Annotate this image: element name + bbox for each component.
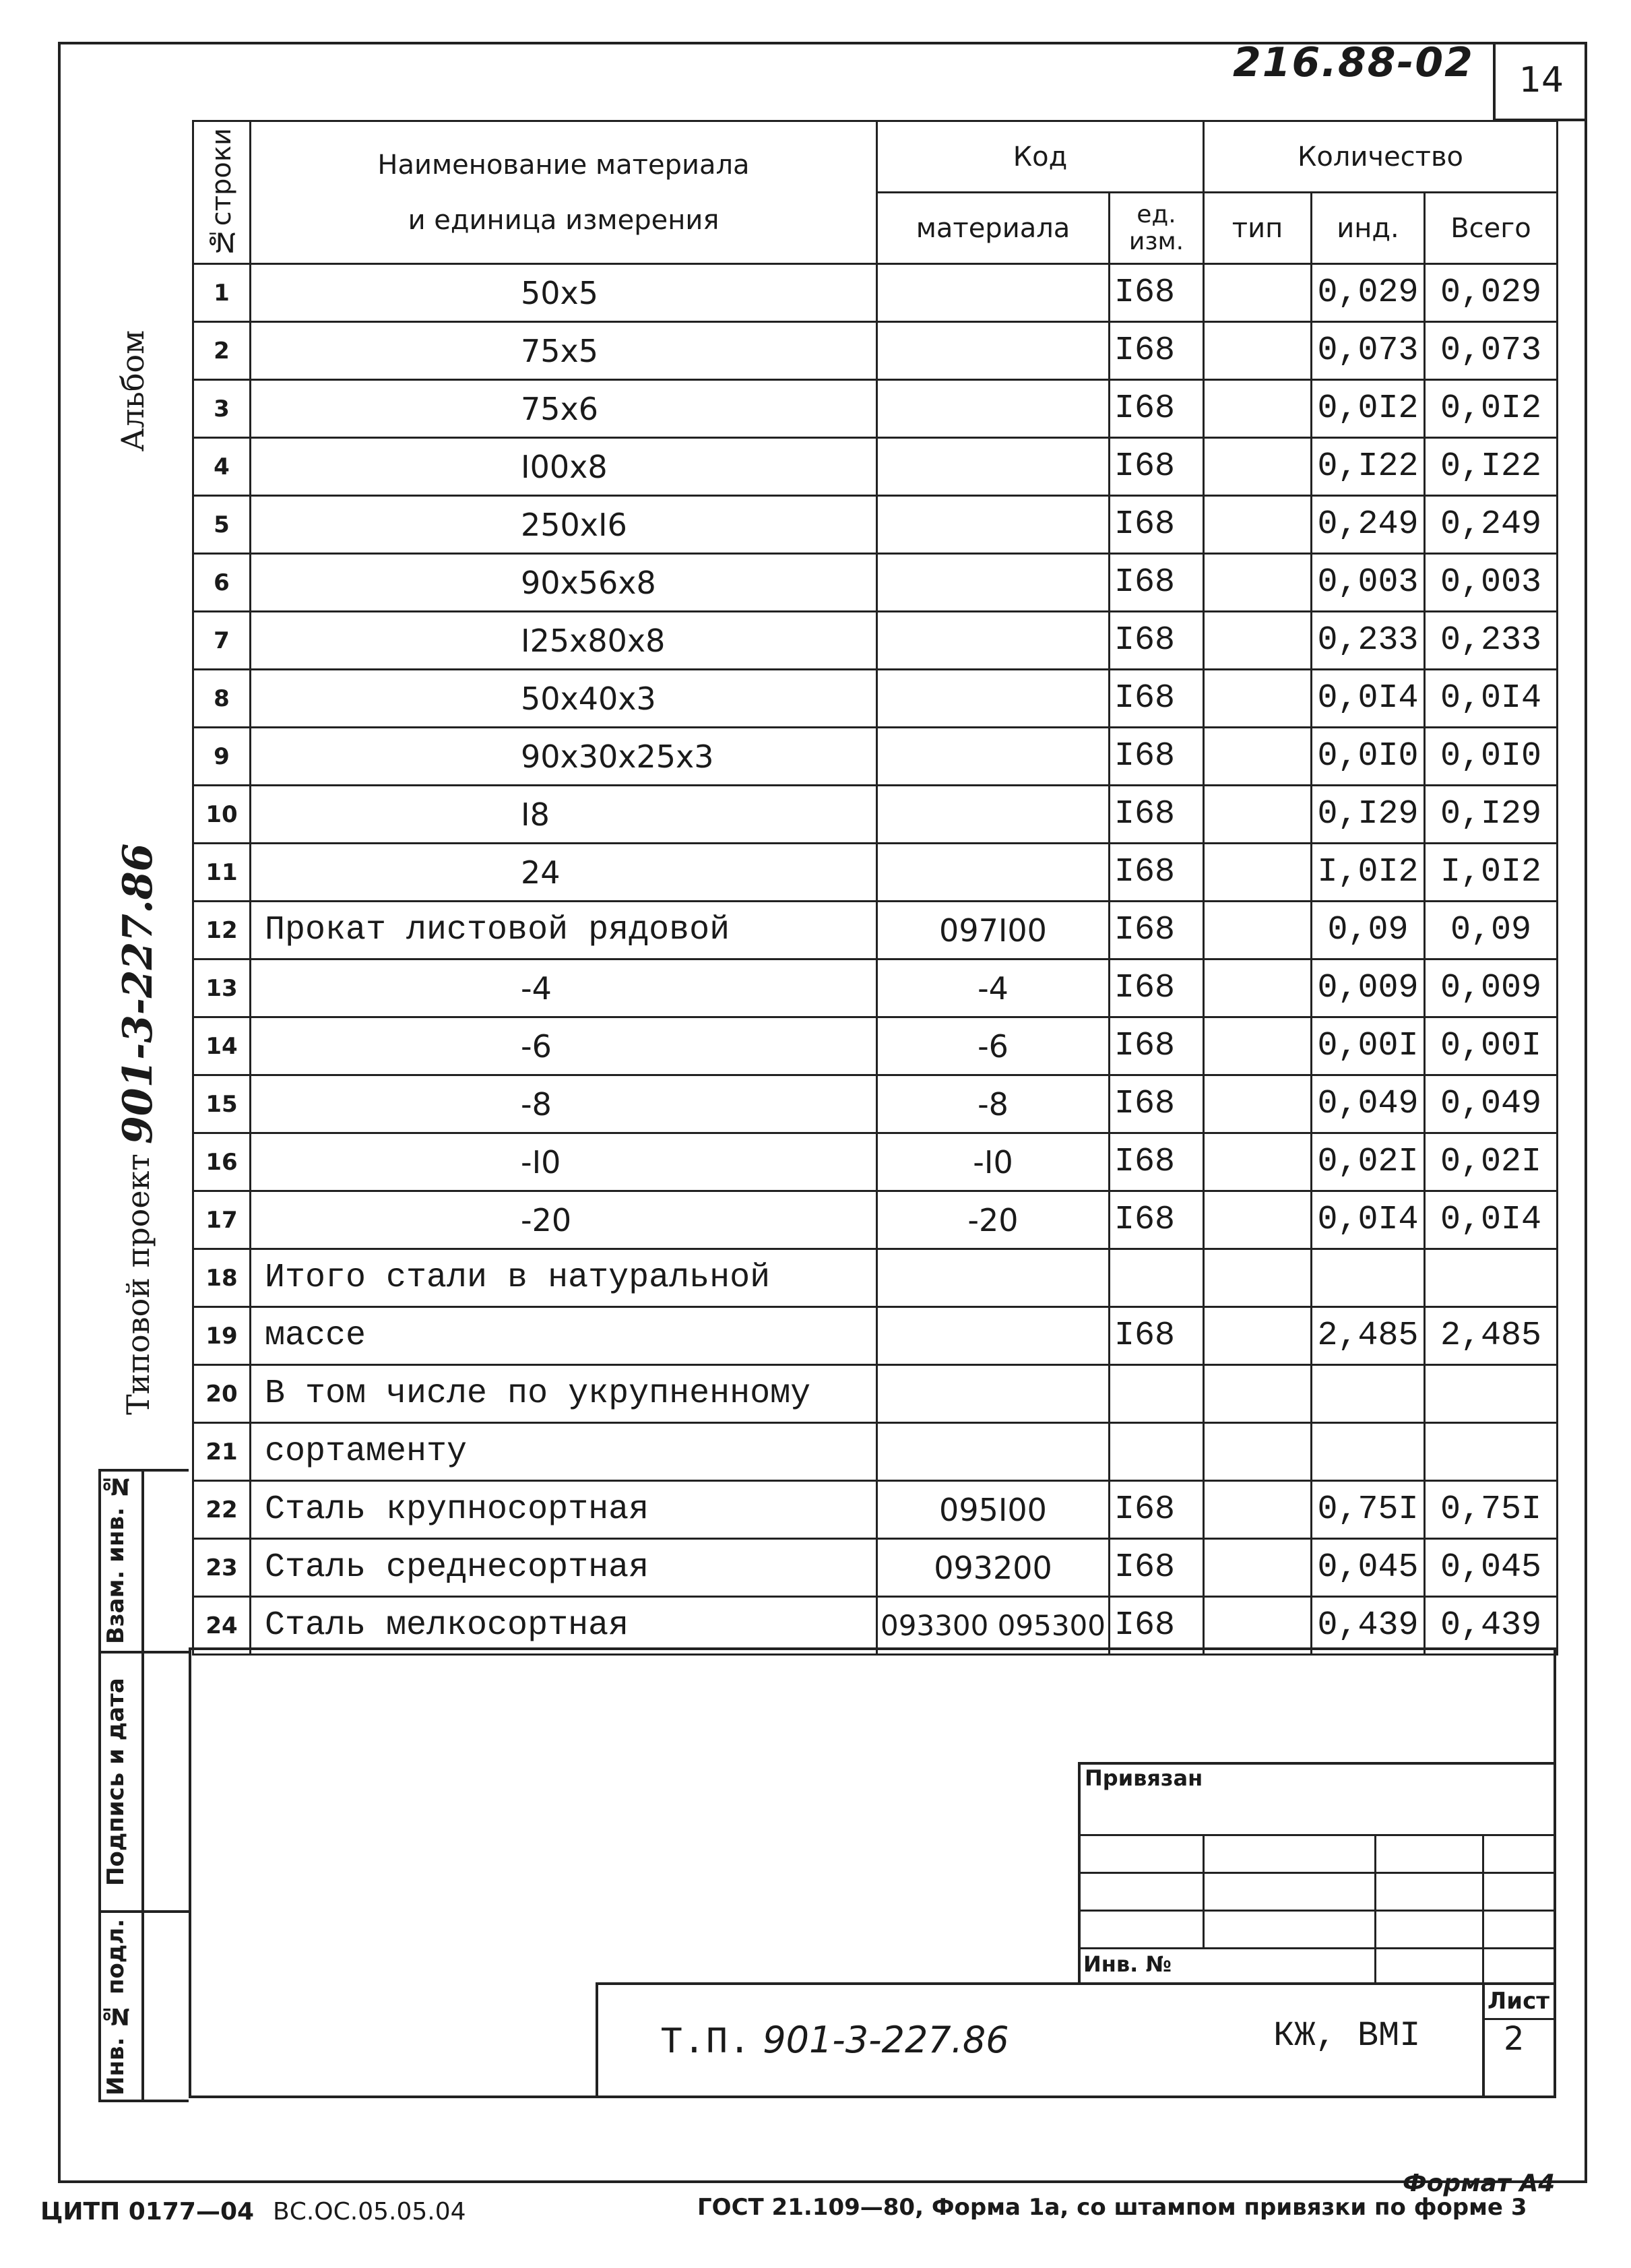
table-row: [193, 728, 1558, 786]
qty-ind: [1312, 1423, 1425, 1481]
row-number: 14: [193, 1017, 251, 1075]
material-code: 097I00: [877, 902, 1110, 959]
table-row: [193, 1075, 1558, 1133]
qty-ind: 0,02I: [1312, 1133, 1425, 1191]
table-row: [193, 264, 1558, 322]
qty-type: [1204, 1191, 1312, 1249]
unit-code: I68: [1110, 1075, 1204, 1133]
unit-code: I68: [1110, 612, 1204, 670]
sheet-number: 2: [1504, 2020, 1525, 2058]
qty-ind: 0,073: [1312, 322, 1425, 380]
table-row: [193, 786, 1558, 844]
table-row: [193, 612, 1558, 670]
material-code: [877, 1307, 1110, 1365]
material-name: 90x30x25x3: [251, 728, 877, 786]
qty-total: 0,0I4: [1425, 1191, 1558, 1249]
material-name: -20: [251, 1191, 877, 1249]
table-row: [193, 959, 1558, 1017]
qty-total: 0,I29: [1425, 786, 1558, 844]
material-code: -4: [877, 959, 1110, 1017]
footer-citp: ЦИТП 0177—04: [40, 2198, 255, 2226]
row-number: 21: [193, 1423, 251, 1481]
material-name: 50x40x3: [251, 670, 877, 728]
inv-no-label: Инв. №: [1083, 1951, 1172, 1977]
material-name: -8: [251, 1075, 877, 1133]
qty-ind: 0,439: [1312, 1597, 1425, 1655]
qty-ind: 0,0I4: [1312, 1191, 1425, 1249]
qty-type: [1204, 844, 1312, 902]
qty-total: [1425, 1249, 1558, 1307]
table-row: [193, 1133, 1558, 1191]
table-row: [193, 554, 1558, 612]
qty-total: 0,I22: [1425, 438, 1558, 496]
qty-total: 0,0I2: [1425, 380, 1558, 438]
qty-type: [1204, 1133, 1312, 1191]
qty-type: [1204, 1017, 1312, 1075]
unit-code: [1110, 1423, 1204, 1481]
table-row: [193, 1017, 1558, 1075]
material-code: [877, 844, 1110, 902]
qty-total: 0,045: [1425, 1539, 1558, 1597]
unit-code: I68: [1110, 438, 1204, 496]
table-row: [193, 1307, 1558, 1365]
material-name: сортаменту: [251, 1423, 877, 1481]
row-number: 16: [193, 1133, 251, 1191]
unit-code: I68: [1110, 496, 1204, 554]
unit-code: I68: [1110, 1017, 1204, 1075]
row-number: 11: [193, 844, 251, 902]
material-code: 093300 095300: [877, 1597, 1110, 1655]
qty-type: [1204, 1481, 1312, 1539]
unit-code: I68: [1110, 1481, 1204, 1539]
qty-type: [1204, 612, 1312, 670]
material-code: [877, 786, 1110, 844]
material-name: -6: [251, 1017, 877, 1075]
qty-ind: 0,75I: [1312, 1481, 1425, 1539]
row-number: 2: [193, 322, 251, 380]
table-row: [193, 902, 1558, 959]
table-row: [193, 1481, 1558, 1539]
material-name: 90x56x8: [251, 554, 877, 612]
qty-type: [1204, 264, 1312, 322]
materials-table: [192, 120, 1558, 1656]
material-name: Сталь среднесортная: [251, 1539, 877, 1597]
material-name: Сталь крупносортная: [251, 1481, 877, 1539]
qty-total: [1425, 1365, 1558, 1423]
material-name: I8: [251, 786, 877, 844]
row-number: 10: [193, 786, 251, 844]
title-mark: КЖ, ВМI: [1273, 2016, 1421, 2056]
material-code: [877, 728, 1110, 786]
material-code: -6: [877, 1017, 1110, 1075]
row-number: 4: [193, 438, 251, 496]
qty-total: 0,233: [1425, 612, 1558, 670]
table-row: [193, 438, 1558, 496]
unit-code: I68: [1110, 1191, 1204, 1249]
unit-code: I68: [1110, 959, 1204, 1017]
row-number: 9: [193, 728, 251, 786]
name-header: Наименование материала и единица измерения: [251, 121, 877, 264]
row-number: 13: [193, 959, 251, 1017]
row-number: 1: [193, 264, 251, 322]
title-designation: Т.П. 901-3-227.86: [660, 2019, 1009, 2064]
material-code: 095I00: [877, 1481, 1110, 1539]
footer-code: ВС.ОС.05.05.04: [273, 2198, 466, 2226]
unit-code: I68: [1110, 1307, 1204, 1365]
material-name: -4: [251, 959, 877, 1017]
unit-code: I68: [1110, 1539, 1204, 1597]
qty-type-header: тип: [1204, 193, 1312, 264]
qty-type: [1204, 496, 1312, 554]
qty-ind: 0,I29: [1312, 786, 1425, 844]
material-code: [877, 264, 1110, 322]
table-row: [193, 1539, 1558, 1597]
material-code: [877, 496, 1110, 554]
material-code: -8: [877, 1075, 1110, 1133]
material-code: -20: [877, 1191, 1110, 1249]
material-name: I25x80x8: [251, 612, 877, 670]
row-number: 24: [193, 1597, 251, 1655]
unit-code: I68: [1110, 1133, 1204, 1191]
qty-ind: [1312, 1249, 1425, 1307]
material-code: [877, 1365, 1110, 1423]
qty-ind: 0,049: [1312, 1075, 1425, 1133]
qty-total: 0,029: [1425, 264, 1558, 322]
qty-ind: [1312, 1365, 1425, 1423]
material-code: [877, 1423, 1110, 1481]
code-unit-header: ед. изм.: [1110, 193, 1204, 264]
qty-total: 0,0I4: [1425, 670, 1558, 728]
table-row: [193, 1191, 1558, 1249]
unit-code: I68: [1110, 670, 1204, 728]
qty-total: 0,009: [1425, 959, 1558, 1017]
sheet-label: Лист: [1488, 1988, 1549, 2015]
qty-type: [1204, 380, 1312, 438]
material-code: [877, 554, 1110, 612]
code-header: Код: [877, 121, 1204, 193]
material-code: [877, 1249, 1110, 1307]
material-code: -I0: [877, 1133, 1110, 1191]
qty-type: [1204, 1365, 1312, 1423]
table-row: [193, 496, 1558, 554]
project-label-wrap: [115, 843, 168, 1415]
qty-total: 0,75I: [1425, 1481, 1558, 1539]
row-number: 5: [193, 496, 251, 554]
table-row: [193, 1423, 1558, 1481]
qty-ind: 0,0I0: [1312, 728, 1425, 786]
unit-code: [1110, 1249, 1204, 1307]
qty-type: [1204, 322, 1312, 380]
qty-total: 0,02I: [1425, 1133, 1558, 1191]
row-number-header: №строки: [193, 121, 251, 264]
qty-ind: 2,485: [1312, 1307, 1425, 1365]
sheet-corner-number: 14: [1493, 42, 1587, 121]
row-number: 12: [193, 902, 251, 959]
qty-type: [1204, 959, 1312, 1017]
qty-ind: 0,09: [1312, 902, 1425, 959]
material-code: [877, 612, 1110, 670]
footer-format: Формат А4: [1403, 2170, 1556, 2197]
qty-total: 0,249: [1425, 496, 1558, 554]
qty-type: [1204, 1075, 1312, 1133]
qty-ind: 0,I22: [1312, 438, 1425, 496]
qty-type: [1204, 438, 1312, 496]
material-name: 50x5: [251, 264, 877, 322]
material-name: 75x6: [251, 380, 877, 438]
material-name: 24: [251, 844, 877, 902]
material-name: массе: [251, 1307, 877, 1365]
album-label: Альбом: [115, 330, 151, 452]
unit-code: I68: [1110, 902, 1204, 959]
qty-ind: 0,0I4: [1312, 670, 1425, 728]
qty-total: 0,439: [1425, 1597, 1558, 1655]
qty-total: 0,00I: [1425, 1017, 1558, 1075]
material-name: Итого стали в натуральной: [251, 1249, 877, 1307]
unit-code: I68: [1110, 264, 1204, 322]
qty-total: 0,049: [1425, 1075, 1558, 1133]
row-number: 7: [193, 612, 251, 670]
qty-type: [1204, 1423, 1312, 1481]
qty-ind: 0,029: [1312, 264, 1425, 322]
row-number: 6: [193, 554, 251, 612]
qty-total-header: Всего: [1425, 193, 1558, 264]
footer-gost: ГОСТ 21.109—80, Форма 1а, со штампом привязки по форме 3: [697, 2194, 1527, 2221]
qty-ind-header: инд.: [1312, 193, 1425, 264]
qty-header: Количество: [1204, 121, 1558, 193]
qty-type: [1204, 902, 1312, 959]
material-name: В том числе по укрупненному: [251, 1365, 877, 1423]
material-name: 250xI6: [251, 496, 877, 554]
material-code: [877, 322, 1110, 380]
qty-total: 0,073: [1425, 322, 1558, 380]
qty-ind: 0,0I2: [1312, 380, 1425, 438]
row-number: 17: [193, 1191, 251, 1249]
material-name: I00x8: [251, 438, 877, 496]
material-code: [877, 438, 1110, 496]
row-number: 3: [193, 380, 251, 438]
qty-ind: 0,233: [1312, 612, 1425, 670]
row-number: 8: [193, 670, 251, 728]
material-code: [877, 380, 1110, 438]
title-project-number: 901-3-227.86: [763, 2019, 1009, 2061]
doc-code: 216.88-02: [1233, 39, 1474, 86]
table-row: [193, 670, 1558, 728]
project-number: 901-3-227.86: [115, 843, 162, 1145]
material-name: Прокат листовой рядовой: [251, 902, 877, 959]
unit-code: I68: [1110, 844, 1204, 902]
qty-type: [1204, 1539, 1312, 1597]
row-number: 18: [193, 1249, 251, 1307]
unit-code: I68: [1110, 322, 1204, 380]
qty-total: 0,09: [1425, 902, 1558, 959]
qty-ind: 0,00I: [1312, 1017, 1425, 1075]
table-row: [193, 1365, 1558, 1423]
unit-code: I68: [1110, 554, 1204, 612]
unit-code: I68: [1110, 1597, 1204, 1655]
table-row: [193, 1597, 1558, 1655]
table-row: [193, 844, 1558, 902]
unit-code: I68: [1110, 786, 1204, 844]
qty-ind: 0,009: [1312, 959, 1425, 1017]
row-number: 15: [193, 1075, 251, 1133]
material-name: 75x5: [251, 322, 877, 380]
qty-type: [1204, 1307, 1312, 1365]
qty-type: [1204, 786, 1312, 844]
qty-total: 0,003: [1425, 554, 1558, 612]
material-code: 093200: [877, 1539, 1110, 1597]
qty-total: 2,485: [1425, 1307, 1558, 1365]
unit-code: I68: [1110, 380, 1204, 438]
signature-date-label: Подпись и дата: [102, 1678, 129, 1887]
qty-type: [1204, 1597, 1312, 1655]
code-material-header: материала: [877, 193, 1110, 264]
qty-type: [1204, 670, 1312, 728]
qty-total: I,0I2: [1425, 844, 1558, 902]
vzam-inv-label: Взам. инв. №: [102, 1472, 129, 1644]
qty-ind: I,0I2: [1312, 844, 1425, 902]
binding-label: Привязан: [1085, 1765, 1203, 1791]
qty-type: [1204, 1249, 1312, 1307]
project-label: Типовой проект: [120, 1154, 156, 1415]
row-number: 19: [193, 1307, 251, 1365]
qty-ind: 0,249: [1312, 496, 1425, 554]
inv-original-label: Инв. № подл.: [102, 1918, 129, 2096]
qty-ind: 0,045: [1312, 1539, 1425, 1597]
table-row: [193, 380, 1558, 438]
table-row: [193, 1249, 1558, 1307]
qty-total: [1425, 1423, 1558, 1481]
qty-ind: 0,003: [1312, 554, 1425, 612]
row-number: 20: [193, 1365, 251, 1423]
row-number: 22: [193, 1481, 251, 1539]
material-code: [877, 670, 1110, 728]
row-number: 23: [193, 1539, 251, 1597]
material-name: -I0: [251, 1133, 877, 1191]
qty-total: 0,0I0: [1425, 728, 1558, 786]
unit-code: [1110, 1365, 1204, 1423]
unit-code: I68: [1110, 728, 1204, 786]
qty-type: [1204, 554, 1312, 612]
material-name: Сталь мелкосортная: [251, 1597, 877, 1655]
table-row: [193, 322, 1558, 380]
qty-type: [1204, 728, 1312, 786]
